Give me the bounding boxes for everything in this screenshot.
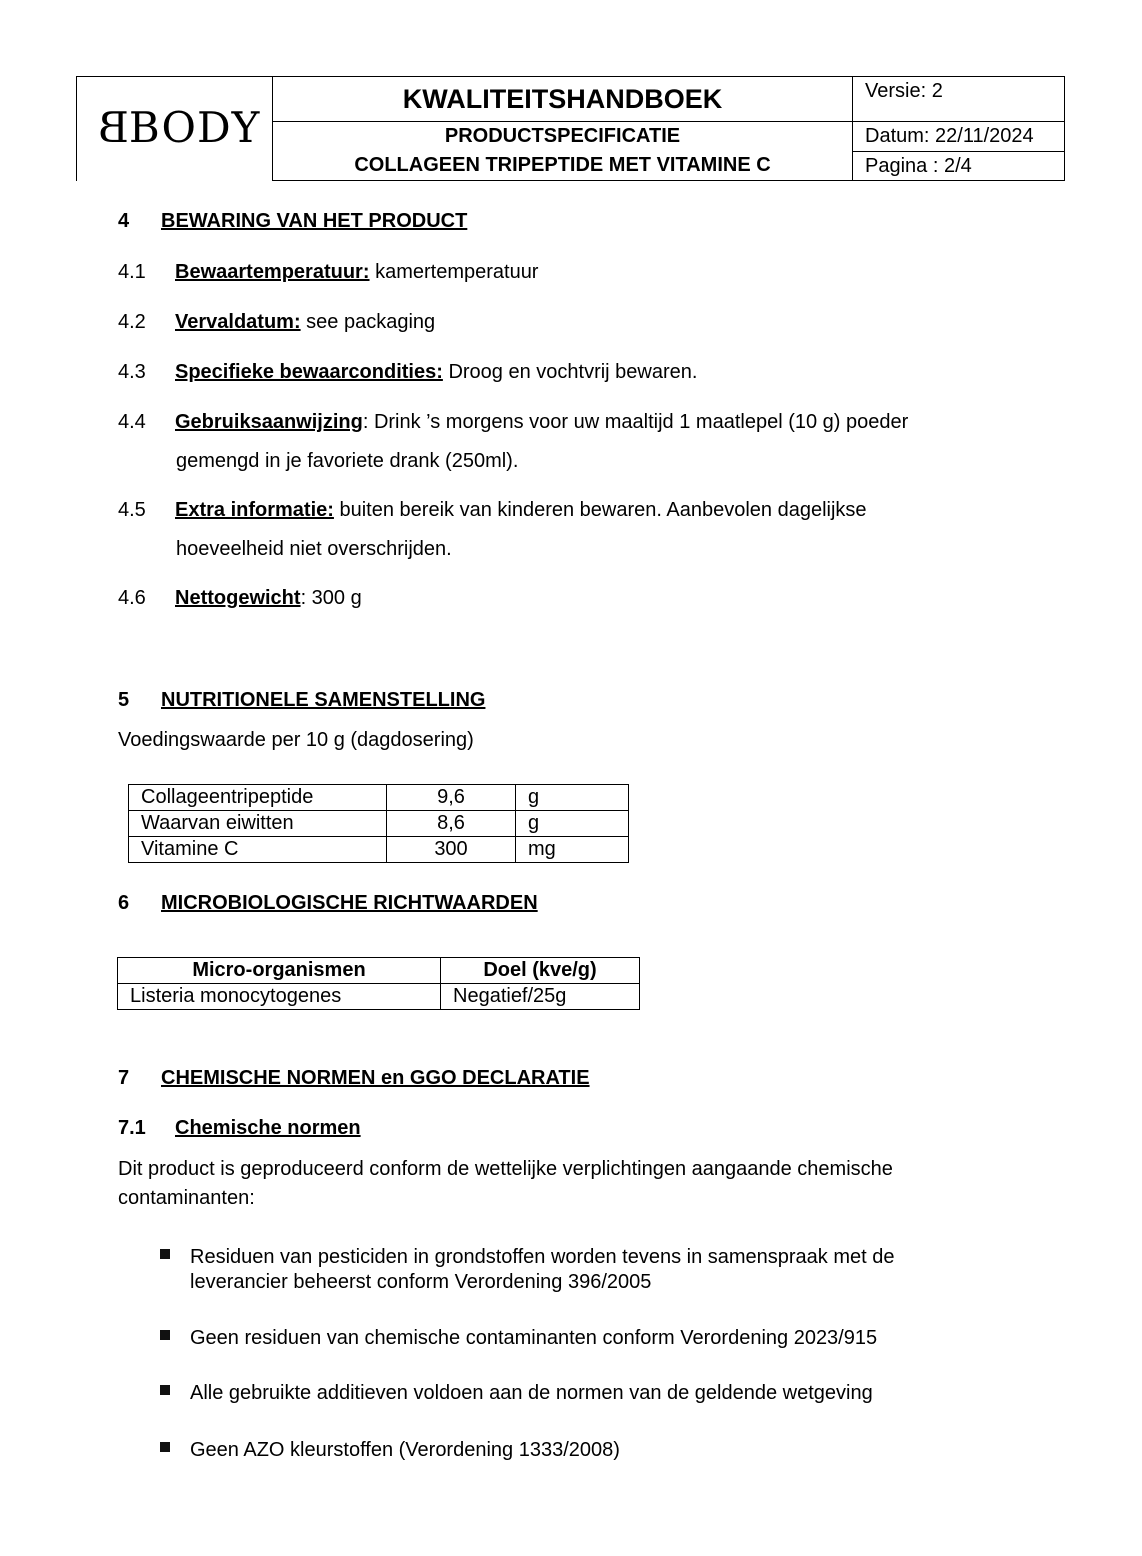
subtitle-cell <box>273 122 853 181</box>
item-number: 4.3 <box>118 361 146 383</box>
section-4-heading <box>118 210 467 233</box>
subsection-number: 7.1 <box>118 1117 146 1139</box>
nutrient-unit: g <box>516 811 629 837</box>
item-number: 4.6 <box>118 587 146 609</box>
section-title: BEWARING VAN HET PRODUCT <box>161 210 468 232</box>
section-5-heading <box>118 689 485 712</box>
item-4-1 <box>118 261 538 284</box>
section-7-heading <box>118 1067 590 1090</box>
bullet-square-icon <box>160 1442 170 1452</box>
section-6-heading <box>118 892 538 915</box>
item-text: kamertemperatuur <box>369 261 539 283</box>
table-header-row <box>118 958 640 984</box>
nutrient-value: 300 <box>387 837 516 863</box>
target-cell: Negatief/25g <box>441 984 640 1010</box>
item-4-5 <box>118 499 867 522</box>
chemical-intro-line-2: contaminanten: <box>118 1187 255 1209</box>
nutrition-table <box>128 784 629 863</box>
item-4-2 <box>118 311 435 334</box>
nutrient-value: 8,6 <box>387 811 516 837</box>
bullet-square-icon <box>160 1385 170 1395</box>
subtitle-line-1: PRODUCTSPECIFICATIE <box>444 125 681 147</box>
section-title: CHEMISCHE NORMEN en GGO DECLARATIE <box>161 1067 590 1089</box>
version-cell: Versie: 2 <box>853 77 1065 122</box>
document-title: KWALITEITSHANDBOEK <box>273 77 853 122</box>
item-number: 4.1 <box>118 261 146 283</box>
page-cell: Pagina : 2/4 <box>853 152 1065 181</box>
column-header-target: Doel (kve/g) <box>441 958 640 984</box>
table-row <box>129 811 629 837</box>
table-row <box>129 785 629 811</box>
item-label: Bewaartemperatuur: <box>175 261 370 283</box>
organism-cell: Listeria monocytogenes <box>118 984 441 1010</box>
table-row <box>118 984 640 1010</box>
item-text: see packaging <box>300 311 436 333</box>
nutrient-unit: mg <box>516 837 629 863</box>
item-label: Gebruiksaanwijzing <box>175 411 363 433</box>
item-4-5-continuation: hoeveelheid niet overschrijden. <box>176 538 452 560</box>
bullet-square-icon <box>160 1249 170 1259</box>
column-header-organism: Micro-organismen <box>118 958 441 984</box>
nutrient-name: Collageentripeptide <box>129 785 387 811</box>
item-4-4 <box>118 411 908 434</box>
bullet-text-continued: leverancier beheerst conform Verordening 396/2005 <box>190 1271 652 1293</box>
logo-cell <box>76 76 274 181</box>
bullet-item: Alle gebruikte additieven voldoen aan de normen van de geldende wetgeving <box>190 1382 873 1404</box>
bullet-item <box>190 1245 895 1295</box>
item-number: 4.4 <box>118 411 146 433</box>
section-title: MICROBIOLOGISCHE RICHTWAARDEN <box>161 892 538 914</box>
brand-logo: BBODY <box>97 103 261 152</box>
bullet-item: Geen AZO kleurstoffen (Verordening 1333/2008) <box>190 1439 620 1461</box>
section-number: 6 <box>118 892 130 914</box>
nutrition-intro: Voedingswaarde per 10 g (dagdosering) <box>118 729 474 751</box>
item-label: Specifieke bewaarcondities: <box>175 361 443 383</box>
subsection-title: Chemische normen <box>175 1117 361 1139</box>
item-label: Nettogewicht <box>175 587 301 609</box>
section-title: NUTRITIONELE SAMENSTELLING <box>161 689 486 711</box>
chemical-intro-line-1: Dit product is geproduceerd conform de wettelijke verplichtingen aangaande chemische <box>118 1158 893 1180</box>
item-text: : Drink ’s morgens voor uw maaltijd 1 maatlepel (10 g) poeder <box>362 411 909 433</box>
section-number: 7 <box>118 1067 130 1089</box>
section-number: 4 <box>118 210 130 232</box>
item-text: buiten bereik van kinderen bewaren. Aanbevolen dagelijkse <box>333 499 867 521</box>
item-4-6 <box>118 587 362 610</box>
section-number: 5 <box>118 689 130 711</box>
bullet-square-icon <box>160 1330 170 1340</box>
item-text: Droog en vochtvrij bewaren. <box>442 361 698 383</box>
bullet-item: Geen residuen van chemische contaminanten conform Verordening 2023/915 <box>190 1327 878 1349</box>
item-4-4-continuation: gemengd in je favoriete drank (250ml). <box>176 450 519 472</box>
nutrient-unit: g <box>516 785 629 811</box>
nutrient-name: Vitamine C <box>129 837 387 863</box>
item-label: Vervaldatum: <box>175 311 301 333</box>
item-label: Extra informatie: <box>175 499 334 521</box>
nutrient-value: 9,6 <box>387 785 516 811</box>
nutrient-name: Waarvan eiwitten <box>129 811 387 837</box>
header-table <box>272 76 1065 181</box>
microbiology-table <box>117 957 640 1010</box>
item-4-3 <box>118 361 697 384</box>
subtitle-line-2: COLLAGEEN TRIPEPTIDE MET VITAMINE C <box>354 154 771 176</box>
bullet-text: Residuen van pesticiden in grondstoffen worden tevens in samenspraak met de <box>190 1246 895 1268</box>
subsection-7-1-heading <box>118 1117 361 1140</box>
item-number: 4.5 <box>118 499 146 521</box>
item-number: 4.2 <box>118 311 146 333</box>
date-cell: Datum: 22/11/2024 <box>853 122 1065 152</box>
item-text: : 300 g <box>300 587 362 609</box>
table-row <box>129 837 629 863</box>
